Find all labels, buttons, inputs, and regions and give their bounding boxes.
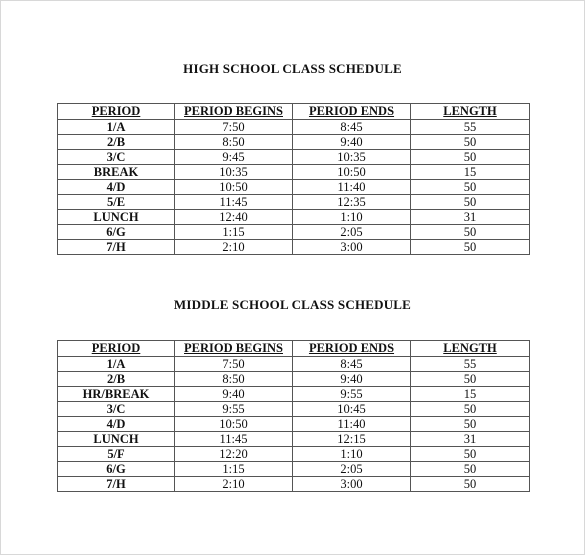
length-cell: 50 [411,447,530,462]
period-ends-cell: 9:40 [293,372,411,387]
table-row [58,150,530,165]
table-row [58,402,530,417]
table-row [58,165,530,180]
period-begins-cell: 9:45 [175,150,293,165]
table-row [58,477,530,492]
period-cell: 5/F [58,447,175,462]
period-ends-cell: 3:00 [293,240,411,255]
period-begins-cell: 12:40 [175,210,293,225]
table-row [58,120,530,135]
length-cell: 50 [411,225,530,240]
middle-school-schedule-table [57,340,530,492]
length-cell: 50 [411,150,530,165]
period-cell: 1/A [58,357,175,372]
table-row [58,195,530,210]
table-row [58,417,530,432]
length-cell: 50 [411,240,530,255]
length-cell: 50 [411,135,530,150]
period-cell: HR/BREAK [58,387,175,402]
period-ends-cell: 2:05 [293,225,411,240]
period-ends-cell: 8:45 [293,357,411,372]
period-ends-cell: 12:15 [293,432,411,447]
period-begins-cell: 11:45 [175,195,293,210]
table-row [58,210,530,225]
period-ends-cell: 11:40 [293,180,411,195]
period-ends-cell: 1:10 [293,210,411,225]
table-header-row [58,104,530,120]
header-period: PERIOD [58,341,175,357]
period-begins-cell: 10:50 [175,417,293,432]
length-cell: 50 [411,402,530,417]
period-begins-cell: 2:10 [175,477,293,492]
table-row [58,372,530,387]
table-row [58,357,530,372]
period-cell: 3/C [58,402,175,417]
period-ends-cell: 12:35 [293,195,411,210]
table-row [58,225,530,240]
period-ends-cell: 10:45 [293,402,411,417]
period-ends-cell: 9:40 [293,135,411,150]
period-cell: LUNCH [58,432,175,447]
header-period-begins: PERIOD BEGINS [175,341,293,357]
length-cell: 15 [411,387,530,402]
header-length: LENGTH [411,104,530,120]
period-begins-cell: 11:45 [175,432,293,447]
period-begins-cell: 10:35 [175,165,293,180]
period-begins-cell: 1:15 [175,462,293,477]
length-cell: 15 [411,165,530,180]
period-cell: 4/D [58,180,175,195]
period-ends-cell: 2:05 [293,462,411,477]
period-begins-cell: 9:40 [175,387,293,402]
period-cell: 1/A [58,120,175,135]
table-row [58,447,530,462]
length-cell: 50 [411,417,530,432]
middle-school-schedule-title: MIDDLE SCHOOL CLASS SCHEDULE [173,297,412,312]
period-cell: 2/B [58,135,175,150]
period-cell: 4/D [58,417,175,432]
header-length: LENGTH [411,341,530,357]
period-cell: 6/G [58,225,175,240]
high-school-schedule-body [58,120,530,255]
table-row [58,462,530,477]
length-cell: 55 [411,120,530,135]
length-cell: 31 [411,210,530,225]
period-begins-cell: 8:50 [175,135,293,150]
length-cell: 50 [411,180,530,195]
period-begins-cell: 1:15 [175,225,293,240]
header-period: PERIOD [58,104,175,120]
period-cell: 2/B [58,372,175,387]
period-begins-cell: 2:10 [175,240,293,255]
header-period-ends: PERIOD ENDS [293,104,411,120]
period-cell: 5/E [58,195,175,210]
length-cell: 50 [411,462,530,477]
table-row [58,135,530,150]
header-period-ends: PERIOD ENDS [293,341,411,357]
period-cell: 7/H [58,240,175,255]
period-ends-cell: 3:00 [293,477,411,492]
period-begins-cell: 9:55 [175,402,293,417]
table-row [58,432,530,447]
period-ends-cell: 11:40 [293,417,411,432]
table-header-row [58,341,530,357]
length-cell: 50 [411,195,530,210]
period-ends-cell: 8:45 [293,120,411,135]
period-cell: 6/G [58,462,175,477]
table-row [58,180,530,195]
period-cell: BREAK [58,165,175,180]
period-ends-cell: 10:35 [293,150,411,165]
period-cell: 3/C [58,150,175,165]
middle-school-schedule-body [58,357,530,492]
header-period-begins: PERIOD BEGINS [175,104,293,120]
period-cell: 7/H [58,477,175,492]
period-cell: LUNCH [58,210,175,225]
period-begins-cell: 10:50 [175,180,293,195]
period-begins-cell: 8:50 [175,372,293,387]
period-ends-cell: 10:50 [293,165,411,180]
period-begins-cell: 12:20 [175,447,293,462]
period-begins-cell: 7:50 [175,357,293,372]
period-ends-cell: 9:55 [293,387,411,402]
table-row [58,387,530,402]
high-school-schedule-title: HIGH SCHOOL CLASS SCHEDULE [183,61,402,76]
length-cell: 55 [411,357,530,372]
length-cell: 31 [411,432,530,447]
length-cell: 50 [411,477,530,492]
length-cell: 50 [411,372,530,387]
table-row [58,240,530,255]
high-school-schedule-table [57,103,530,255]
period-ends-cell: 1:10 [293,447,411,462]
period-begins-cell: 7:50 [175,120,293,135]
